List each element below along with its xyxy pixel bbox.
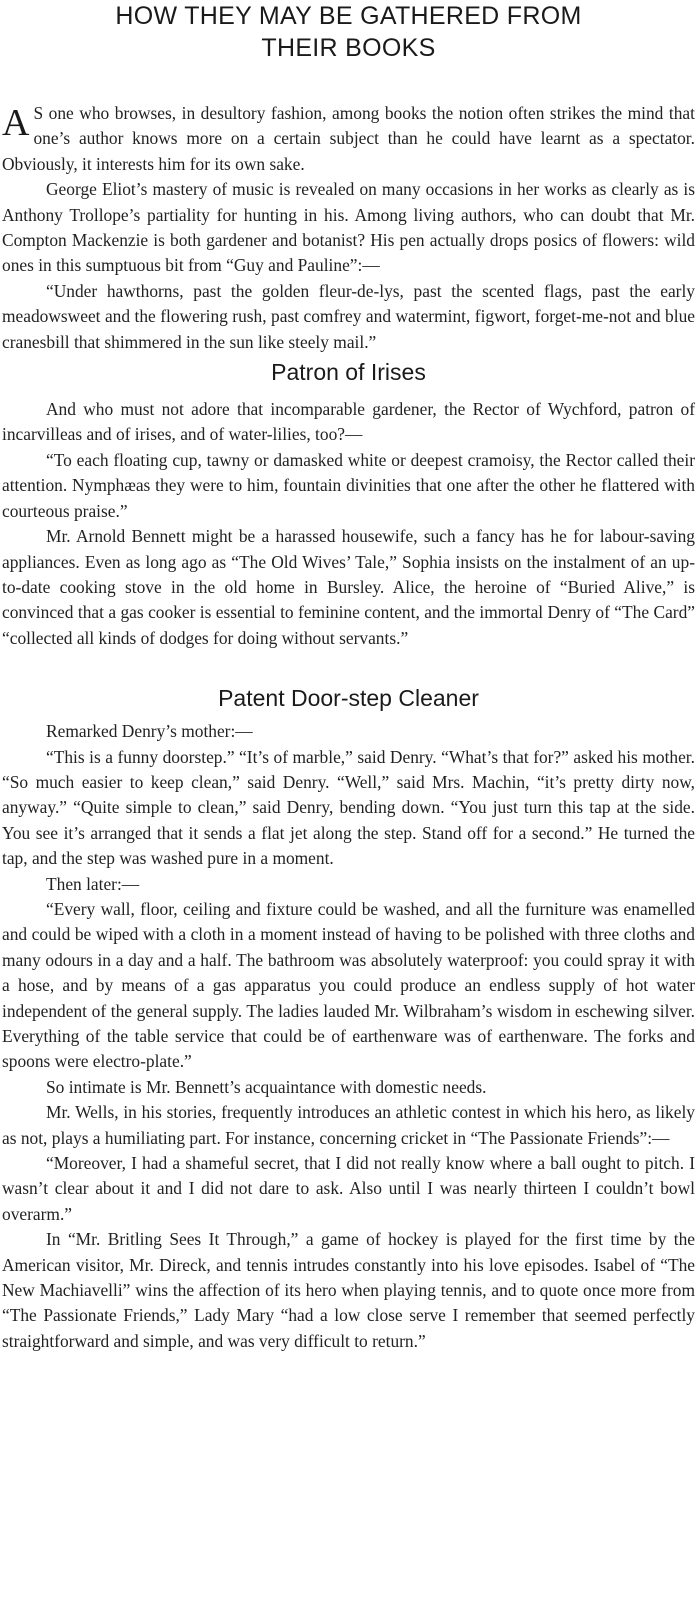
intro-paragraph xyxy=(2,101,695,177)
quote-paragraph: “This is a funny doorstep.” “It’s of marble,” said Denry. “What’s that for?” asked his mother. “So much easier to keep clean,” said Denry. “Well,” said Mrs. Machin, “it’s pretty dirty now, anyway.” “Quite simple to clean,” said Denry, bending down. “You just turn this tap at the side. You see it’s arranged that it sends a flat jet along the step. Stand off for a second.” He turned the tap, and the step was washed pure in a moment. xyxy=(2,746,695,869)
quote-paragraph: “Under hawthorns, past the golden fleur-de-lys, past the scented flags, past the early meadowsweet and the flowering rush, past comfrey and watermint, figwort, forget-me-not and blue cranesbill that shimmered in the sun like steely mail.” xyxy=(2,280,695,352)
paragraph: And who must not adore that incomparable gardener, the Rector of Wychford, patron of incarvilleas and of irises, and of water-lilies, too?— xyxy=(2,399,695,445)
drop-cap: A xyxy=(2,102,30,144)
title-line-2: THEIR BOOKS xyxy=(261,34,436,62)
quote-paragraph: “Moreover, I had a shameful secret, that I did not really know where a ball ought to pitch. I wasn’t clear about it and I did not dare to ask. Also until I was nearly thirteen I couldn’t bowl overarm.” xyxy=(2,1153,695,1224)
paragraph: So intimate is Mr. Bennett’s acquaintance with domestic needs. xyxy=(46,1076,487,1097)
page-title xyxy=(2,0,695,64)
paragraph: Mr. Wells, in his stories, frequently introduces an athletic contest in which his hero, as likely as not, plays a humiliating part. For instance, concerning cricket in “The Passionate Friends”:— xyxy=(2,1102,695,1148)
section-heading-patron-of-irises: Patron of Irises xyxy=(271,359,426,386)
paragraph: Mr. Arnold Bennett might be a harassed housewife, such a fancy has he for labour-saving appliances. Even as long ago as “The Old Wives’ Tale,” Sophia insists on the instalment of an up-to-date cooking stove in the old home in Bursley. Alice, the heroine of “Buried Alive,” is convinced that a gas cooker is essential to feminine content, and the immortal Denry of “The Card” “collected all kinds of dodges for doing without servants.” xyxy=(2,526,695,648)
paragraph: In “Mr. Britling Sees It Through,” a game of hockey is played for the first time by the American visitor, Mr. Direck, and tennis intrudes constantly into his love episodes. Isabel of “The New Machiavelli” wins the affection of its hero when playing tennis, and to quote once more from “The Passionate Friends,” Lady Mary “had a low close serve I remember that seemed perfectly straightforward and simple, and was very difficult to return.” xyxy=(2,1229,695,1351)
intro-text: S one who browses, in desultory fashion, among books the notion often strikes the mind that one’s author knows more on a certain subject than he could have learnt as a spectator. Obviously, it interests him for its own sake. xyxy=(2,103,695,174)
paragraph: George Eliot’s mastery of music is revealed on many occasions in her works as clearly as is Anthony Trollope’s partiality for hunting in his. Among living authors, who can doubt that Mr. Compton Mackenzie is both gardener and botanist? His pen actually drops posics of flowers: wild ones in this sumptuous bit from “Guy and Pauline”:— xyxy=(2,179,695,276)
quote-paragraph: “Every wall, floor, ceiling and fixture could be washed, and all the furniture was enamelled and could be wiped with a cloth in a moment instead of having to be polished with three cloths and many odours in a day and a half. The bathroom was absolutely waterproof: you could spray it with a hose, and by means of a gas apparatus you could produce an endless supply of hot water independent of the general supply. The ladies lauded Mr. Wilbraham’s wisdom in eschewing silver. Everything of the table service that could be of earthenware was of earthenware. The forks and spoons were electro-plate.” xyxy=(2,898,695,1072)
paragraph: Remarked Denry’s mother:— xyxy=(46,721,253,742)
quote-paragraph: “To each floating cup, tawny or damasked white or deepest cramoisy, the Rector called their attention. Nymphæas they were to him, fountain divinities that one after the other he flattered with courteous praise.” xyxy=(2,449,695,521)
paragraph: Then later:— xyxy=(46,873,140,894)
article-body xyxy=(2,101,695,1354)
section-heading-patent-door-step-cleaner: Patent Door-step Cleaner xyxy=(218,685,479,712)
title-line-1: HOW THEY MAY BE GATHERED FROM xyxy=(115,2,582,30)
